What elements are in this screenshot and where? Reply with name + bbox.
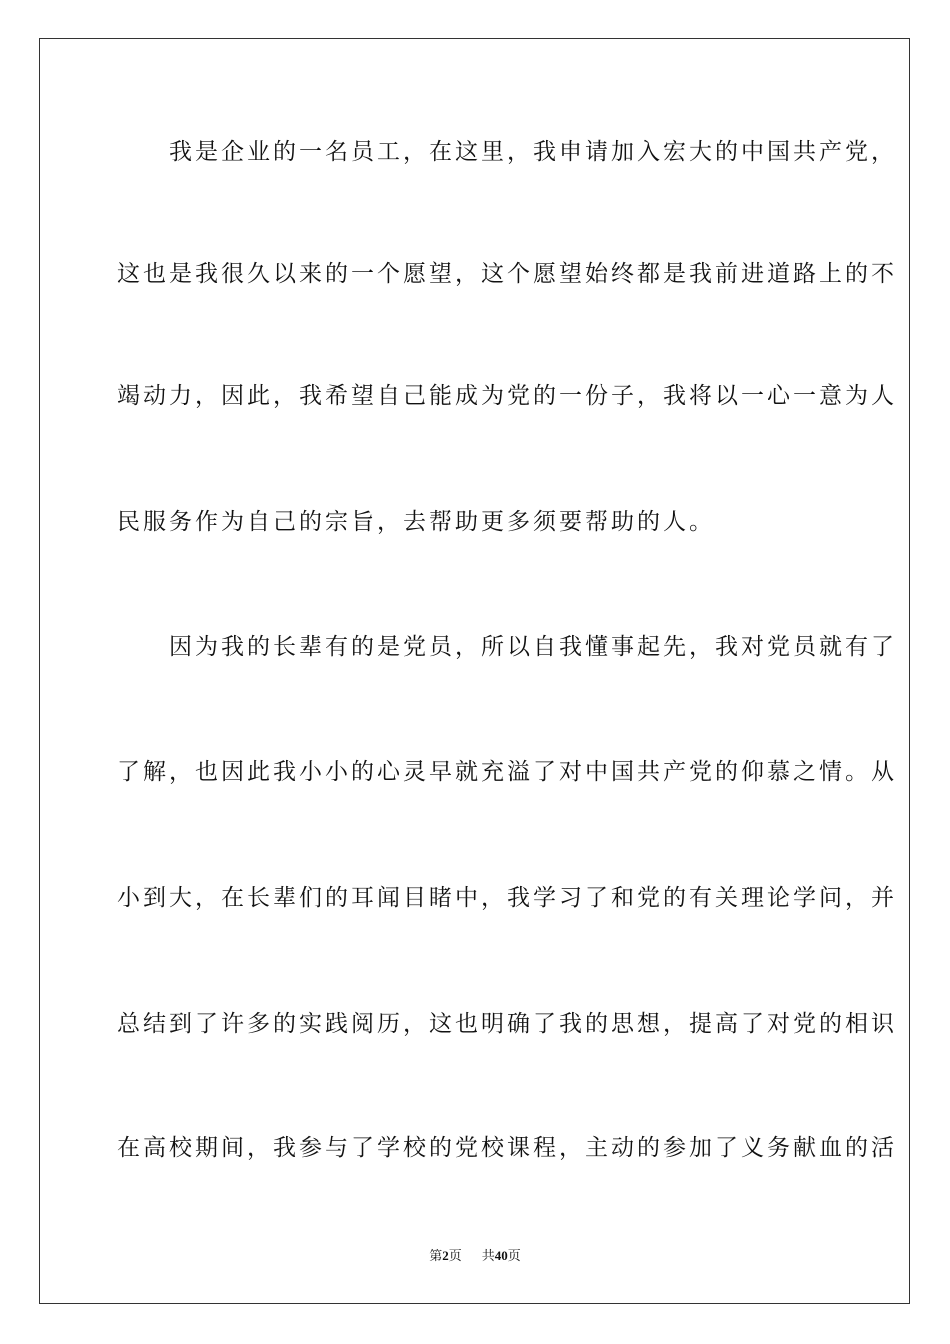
paragraph-line-4: 民服务作为自己的宗旨，去帮助更多须要帮助的人。 [117,509,715,535]
paragraph-line-7: 小到大，在长辈们的耳闻目睹中，我学习了和党的有关理论学问，并 [117,885,897,911]
paragraph-line-6: 了解，也因此我小小的心灵早就充溢了对中国共产党的仰慕之情。从 [117,759,897,785]
total-prefix: 共 [481,1248,495,1263]
page-border [39,38,910,1304]
total-suffix: 页 [507,1248,521,1263]
paragraph-line-2: 这也是我很久以来的一个愿望，这个愿望始终都是我前进道路上的不 [117,261,897,287]
paragraph-line-9: 在高校期间，我参与了学校的党校课程，主动的参加了义务献血的活 [117,1135,897,1161]
page-footer [0,1248,950,1264]
page-number: 2 [442,1248,449,1263]
page-prefix: 第 [429,1248,443,1263]
paragraph-line-3: 竭动力，因此，我希望自己能成为党的一份子，我将以一心一意为人 [117,383,897,409]
paragraph-line-8: 总结到了许多的实践阅历，这也明确了我的思想，提高了对党的相识 [117,1011,897,1037]
total-pages: 40 [494,1248,508,1263]
paragraph-line-1: 我是企业的一名员工，在这里，我申请加入宏大的中国共产党， [117,139,897,165]
page-suffix: 页 [448,1248,462,1263]
paragraph-line-5: 因为我的长辈有的是党员，所以自我懂事起先，我对党员就有了 [117,634,897,660]
